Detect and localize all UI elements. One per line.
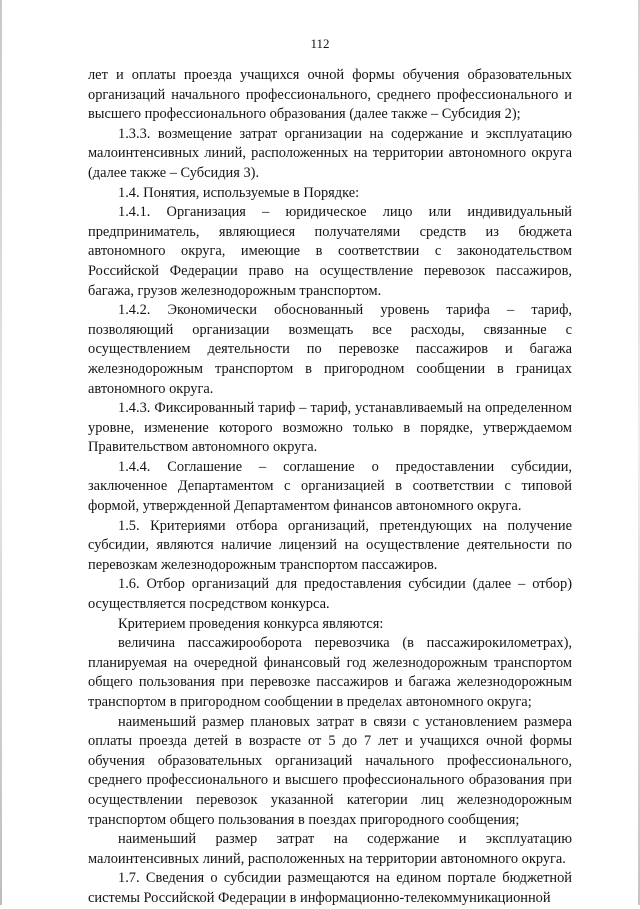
document-body	[88, 66, 572, 909]
paragraph-1-5: 1.5. Критериями отбора организаций, претендующих на получение субсидии, являются наличие лицензий на осуществление деятельности по перевозкам железнодорожным транспортом пассажиров.	[88, 517, 572, 573]
scan-edge-left	[0, 0, 2, 905]
paragraph-1-4: 1.4. Понятия, используемые в Порядке:	[118, 184, 360, 201]
paragraph-criterion-line-costs: наименьший размер затрат на содержание и эксплуатацию малоинтенсивных линий, расположенных на территории автономного округа.	[88, 831, 572, 867]
paragraph-1-4-3: 1.4.3. Фиксированный тариф – тариф, устанавливаемый на определенном уровне, изменение которого возможно только в порядке, утверждаемом Правительством автономного округа.	[88, 400, 572, 456]
paragraph-1-4-1: 1.4.1. Организация – юридическое лицо или индивидуальный предприниматель, являющиеся получателями средств из бюджета автономного округа, имеющие в соответствии с законодательством Российской Федерации право на осуществление перевозок пассажиров, багажа, грузов железнодорожным транспортом.	[88, 204, 572, 299]
paragraph-1-3-3: 1.3.3. возмещение затрат организации на содержание и эксплуатацию малоинтенсивных линий, расположенных на территории автономного округа (далее также – Субсидия 3).	[88, 125, 572, 181]
page-number: 112	[310, 36, 330, 51]
paragraph-1-4-2: 1.4.2. Экономически обоснованный уровень тарифа – тариф, позволяющий организации возмещать все расходы, связанные с осуществлением деятельности по перевозке пассажиров и багажа железнодорожным транспортом в пригородном сообщении в границах автономного округа.	[88, 302, 572, 397]
paragraph-1-4-4: 1.4.4. Соглашение – соглашение о предоставлении субсидии, заключенное Департаментом с организацией в соответствии с типовой формой, утвержденной Департаментом финансов автономного округа.	[88, 458, 572, 515]
paragraph-1-6: 1.6. Отбор организаций для предоставления субсидии (далее – отбор) осуществляется посредством конкурса.	[88, 576, 572, 613]
paragraph-criteria-intro: Критерием проведения конкурса являются:	[118, 615, 384, 632]
paragraph-continuation: лет и оплаты проезда учащихся очной формы обучения образовательных организаций начального профессионального, среднего профессионального и высшего профессионального образования (далее также – Субсидия 2);	[88, 67, 572, 123]
paragraph-criterion-passenger-turnover: величина пассажирооборота перевозчика (в пассажирокилометрах), планируемая на очередной финансовый год железнодорожным транспортом общего пользования при перевозке пассажиров и багажа железнодорожным транспортом в пригородном сообщении в пределах автономного округа;	[88, 635, 572, 710]
paragraph-criterion-fare-costs: наименьший размер плановых затрат в связи с установлением размера оплаты проезда детей в возрасте от 5 до 7 лет и учащихся очной формы обучения образовательных организаций начального профессионального, среднего профессионального и высшего профессионального образования при осуществлении перевозок указанной категории лиц железнодорожным транспортом общего пользования в поездах пригородного сообщения;	[88, 713, 572, 828]
paragraph-1-7: 1.7. Сведения о субсидии размещаются на едином портале бюджетной системы Российской Федерации в информационно-телекоммуникационной	[88, 870, 572, 906]
